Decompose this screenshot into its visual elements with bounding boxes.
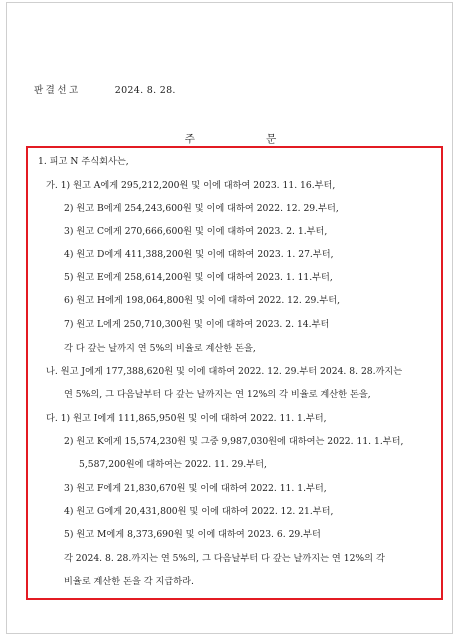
order-line: 3) 원고 F에게 21,830,670원 및 이에 대하여 2022. 11. 1.부터, — [64, 483, 327, 494]
order-line: 2) 원고 B에게 254,243,600원 및 이에 대하여 2022. 12. 29.부터, — [64, 203, 339, 214]
order-line: 다. 1) 원고 I에게 111,865,950원 및 이에 대하여 2022. 11. 1.부터, — [46, 413, 327, 424]
order-line: 7) 원고 L에게 250,710,300원 및 이에 대하여 2023. 2. 14.부터 — [64, 319, 330, 330]
order-line: 4) 원고 D에게 411,388,200원 및 이에 대하여 2023. 1. 27.부터, — [64, 249, 334, 260]
order-line: 6) 원고 H에게 198,064,800원 및 이에 대하여 2022. 12. 29.부터, — [64, 295, 340, 306]
order-line: 4) 원고 G에게 20,431,800원 및 이에 대하여 2022. 12. 21.부터, — [64, 506, 334, 517]
order-line: 1. 피고 N 주식회사는, — [38, 156, 129, 167]
order-line: 5) 원고 M에게 8,373,690원 및 이에 대하여 2023. 6. 29.부터 — [64, 529, 321, 540]
declaration-label: 판결선고 — [34, 85, 81, 96]
declaration-date: 2024. 8. 28. — [114, 85, 176, 96]
order-line: 가. 1) 원고 A에게 295,212,200원 및 이에 대하여 2023. 11. 16.부터, — [46, 180, 336, 191]
order-line: 각 다 갚는 날까지 연 5%의 비율로 계산한 돈을, — [64, 343, 256, 354]
order-line: 연 5%의, 그 다음날부터 다 갚는 날까지는 연 12%의 각 비율로 계산한 돈을, — [64, 389, 371, 400]
order-line: 5) 원고 E에게 258,614,200원 및 이에 대하여 2023. 1. 11.부터, — [64, 272, 333, 283]
order-line: 나. 원고 J에게 177,388,620원 및 이에 대하여 2022. 12. 29.부터 2024. 8. 28.까지는 — [46, 366, 403, 377]
order-line: 2) 원고 K에게 15,574,230원 및 그중 9,987,030원에 대하여는 2022. 11. 1.부터, — [64, 436, 404, 447]
order-line: 3) 원고 C에게 270,666,600원 및 이에 대하여 2023. 2. 1.부터, — [64, 226, 328, 237]
section-title: 주 문 — [184, 133, 311, 145]
order-line: 각 2024. 8. 28.까지는 연 5%의, 그 다음날부터 다 갚는 날까지는 연 12%의 각 — [64, 553, 385, 564]
order-line: 5,587,200원에 대하여는 2022. 11. 29.부터, — [79, 459, 267, 470]
sentence-declaration — [34, 82, 176, 96]
order-line: 비율로 계산한 돈을 각 지급하라. — [64, 576, 194, 587]
